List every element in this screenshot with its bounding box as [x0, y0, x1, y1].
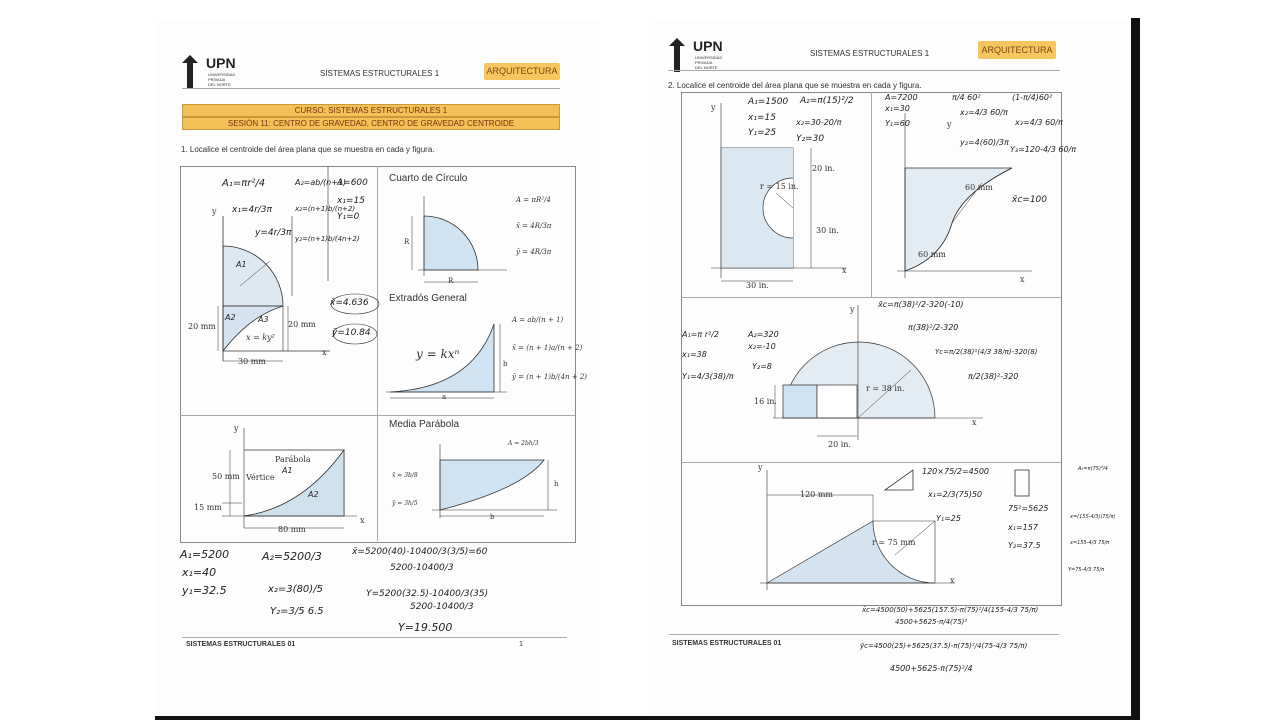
bottom-edge-bar — [155, 716, 1140, 720]
right-grid-h1 — [681, 297, 1061, 298]
fig-f-hw4: 75²=5625 — [1008, 504, 1049, 513]
ref3-f3: ȳ = 3h/5 — [392, 500, 418, 507]
right-problem: 2. Localice el centroide del área plana que se muestra en cada y figura. — [668, 81, 922, 90]
left-work-xbar-num: x̄=5200(40)-10400/3(3/5)=60 — [352, 547, 488, 557]
logo-sub1: UNIVERSIDAD — [208, 72, 236, 77]
left-work-x1: x₁=40 — [182, 566, 217, 579]
fig-f-hw3: Y₁=25 — [936, 514, 961, 523]
left-work-xbar-den: 5200-10400/3 — [390, 563, 454, 573]
right-grid-h2 — [681, 462, 1061, 463]
right-work-xc-den: 4500+5625-π/4(75)² — [895, 618, 968, 626]
logo-sub2: PRIVADA — [695, 60, 713, 65]
fig-e-dim-16: 16 in. — [754, 397, 777, 406]
fig-b-axis-x: x — [360, 516, 365, 525]
ref2-f2: x̄ = (n + 1)a/(n + 2) — [512, 344, 583, 352]
fig-a-axis-y: y — [212, 207, 217, 216]
left-work-y1: y₁=32.5 — [182, 584, 227, 597]
fig-b-a2: A2 — [308, 490, 319, 499]
fig-a-hw-a: A=600 — [337, 178, 368, 188]
figure-f-drawing — [745, 465, 1035, 605]
ref1-dim-r1: R — [404, 238, 410, 246]
fig-e-dim-r: r = 38 in. — [866, 384, 905, 393]
logo-sub1: UNIVERSIDAD — [695, 55, 723, 60]
fig-e-hw2: x₁=38 — [682, 350, 707, 359]
fig-c-hw2: x₁=15 — [748, 113, 776, 123]
fig-c-axis-x: x — [842, 266, 847, 275]
fig-e-dim-20: 20 in. — [828, 440, 851, 449]
fig-f-hw9: x=155-4/3 75/π — [1070, 540, 1110, 546]
right-logo — [667, 38, 727, 74]
fig-a-dim-30: 30 mm — [238, 357, 266, 366]
right-work-xc-num: x̄c=4500(50)+5625(157.5)-π(75)²/4(155-4/3 75/π) — [862, 606, 1039, 614]
fig-d-hw5: x₂=4/3 60/π — [960, 108, 1008, 117]
left-badge: ARQUITECTURA — [484, 63, 560, 80]
ref3-drawing — [382, 434, 572, 534]
fig-f-hw8: x=(155-4/3)(75/π) — [1070, 514, 1116, 520]
fig-e-axis-x: x — [972, 418, 977, 427]
fig-a-hw-y: Y₁=0 — [337, 212, 360, 222]
fig-a-hw-a1: A₁=πr²/4 — [222, 178, 266, 189]
left-work-ybar-den: 5200-10400/3 — [410, 602, 474, 612]
ref3-f1: A = 2bh/3 — [508, 440, 539, 447]
left-work-ybar-res: Y=19.500 — [398, 621, 453, 634]
fig-a-eq: x = ky² — [246, 333, 275, 342]
fig-e-axis-y: y — [850, 305, 855, 314]
fig-f-hw5: x₁=157 — [1008, 523, 1038, 532]
fig-d-hw10: x̄c=100 — [1012, 195, 1047, 205]
ref1-f1: A = πR²/4 — [516, 196, 551, 204]
fig-d-dim-60a: 60 mm — [965, 183, 993, 192]
fig-d-axis-x: x — [1020, 275, 1025, 284]
fig-e-hw4: A₂=320 — [748, 330, 779, 339]
left-work-y2: Y₂=3/5 6.5 — [270, 606, 324, 617]
right-work-yc-num: ȳc=4500(25)+5625(37.5)-π(75)²/4(75-4/3 75/π) — [860, 642, 1028, 650]
left-work-a2: A₂=5200/3 — [262, 550, 322, 563]
fig-e-hw10: π/2(38)²-320 — [968, 372, 1019, 381]
fig-d-hw3: Y₁=60 — [885, 119, 910, 128]
fig-a-label-a1: A1 — [236, 260, 247, 269]
right-header-title: SISTEMAS ESTRUCTURALES 1 — [810, 49, 930, 58]
ref2-dim-a: a — [442, 393, 447, 401]
left-logo — [180, 55, 240, 91]
fig-e-hw8: π(38)²/2-320 — [908, 323, 959, 332]
fig-b-dim-80: 80 mm — [278, 525, 306, 534]
left-work-a1: A₁=5200 — [180, 548, 230, 561]
fig-e-hw3: Y₁=4/3(38)/π — [682, 372, 734, 381]
left-header-rule — [182, 88, 560, 89]
fig-a-label-a3: A3 — [258, 315, 269, 324]
left-page-number: 1 — [519, 641, 523, 648]
fig-c-hw4: A₂=π(15)²/2 — [800, 96, 854, 106]
ref2-title: Extradós General — [389, 293, 467, 304]
fig-a-hw-xr: x̄=4.636 — [330, 298, 369, 308]
fig-e-hw9: Yc=π/2(38)²(4/3 38/π)-320(8) — [935, 348, 1038, 356]
fig-f-hw1: 120×75/2=4500 — [922, 467, 989, 476]
fig-c-dim-30: 30 in. — [816, 226, 839, 235]
fig-f-hw2: x₁=2/3(75)50 — [928, 490, 983, 499]
fig-f-axis-y: y — [758, 463, 763, 472]
left-header-title: SISTEMAS ESTRUCTURALES 1 — [320, 69, 440, 78]
fig-d-dim-60b: 60 mm — [918, 250, 946, 259]
ref1-f3: ȳ = 4R/3π — [516, 248, 552, 256]
fig-a-label-a2: A2 — [225, 313, 236, 322]
fig-d-hw1: A=7200 — [885, 93, 918, 102]
ref3-dim-h: h — [554, 480, 559, 488]
ref3-f2: x̄ = 3b/8 — [392, 472, 418, 479]
logo-sub3: DEL NORTE — [695, 65, 718, 70]
fig-a-hw-yr: ȳ=10.84 — [332, 328, 371, 338]
fig-f-hw7: A₃=π(75)²/4 — [1078, 466, 1108, 472]
fig-f-dim-r: r = 75 mm — [872, 538, 916, 547]
fig-e-hw6: Y₂=8 — [752, 362, 772, 371]
ref1-title: Cuarto de Círculo — [389, 173, 468, 184]
fig-b-par: Parábola — [275, 455, 311, 464]
fig-b-a1: A1 — [282, 466, 293, 475]
ref2-eq: y = kxⁿ — [416, 347, 460, 361]
right-edge-bar — [1131, 18, 1140, 720]
fig-f-hw6: Y₂=37.5 — [1008, 541, 1041, 550]
fig-b-dim-15: 15 mm — [194, 503, 222, 512]
right-footer: SISTEMAS ESTRUCTURALES 01 — [672, 640, 782, 647]
fig-c-hw5: x₂=30-20/π — [796, 118, 842, 127]
ref2-f3: ȳ = (n + 1)b/(4n + 2) — [512, 373, 588, 381]
fig-d-hw8: x₃=4/3 60/π — [1015, 118, 1063, 127]
ref3-title: Media Parábola — [389, 419, 460, 430]
fig-d-hw6: y₂=4(60)/3π — [960, 138, 1009, 147]
left-work-ybar-num: Y=5200(32.5)-10400/3(35) — [366, 589, 489, 599]
fig-c-dim-r: r = 15 in. — [760, 182, 799, 191]
fig-a-axis-x: x — [322, 348, 327, 357]
right-badge: ARQUITECTURA — [978, 41, 1056, 59]
fig-e-hw5: x₂=-10 — [748, 342, 776, 351]
fig-c-hw6: Y₂=30 — [796, 134, 825, 144]
fig-d-hw2: x₁=30 — [885, 104, 910, 113]
fig-c-axis-y: y — [711, 103, 716, 112]
fig-d-axis-y: y — [947, 120, 952, 129]
fig-d-hw9: Y₃=120-4/3 60/π — [1010, 145, 1077, 154]
left-problem: 1. Localice el centroide del área plana que se muestra en cada y figura. — [181, 145, 435, 154]
fig-c-dim-20: 20 in. — [812, 164, 835, 173]
ref3-dim-b: b — [490, 513, 495, 521]
fig-c-hw1: A₁=1500 — [748, 97, 789, 107]
fig-b-axis-y: y — [234, 424, 239, 433]
fig-c-dim-30b: 30 in. — [746, 281, 769, 290]
session-banner: SESIÓN 11: CENTRO DE GRAVEDAD, CENTRO DE GRAVEDAD CENTROIDE — [182, 117, 560, 130]
fig-e-hw1: A₁=π r²/2 — [682, 330, 720, 339]
right-work-yc-den: 4500+5625-π(75)²/4 — [890, 664, 973, 673]
ref2-f1: A = ab/(n + 1) — [512, 316, 564, 324]
left-grid-h — [180, 415, 575, 416]
fig-b-vert: Vértice — [246, 473, 275, 482]
fig-f-dim-120: 120 mm — [800, 490, 833, 499]
fig-f-axis-x: x — [950, 576, 955, 585]
logo-sub2: PRIVADA — [208, 77, 226, 82]
ref2-dim-b: b — [503, 360, 508, 368]
left-footer: SISTEMAS ESTRUCTURALES 01 — [186, 641, 296, 648]
fig-a-hw-x: x₁=15 — [337, 196, 365, 206]
fig-a-dim-20l: 20 mm — [188, 322, 216, 331]
fig-f-hw10: Y=75-4/3 75/π — [1068, 567, 1105, 573]
left-footer-rule — [182, 637, 567, 638]
right-footer-rule — [669, 634, 1059, 635]
fig-c-hw3: Y₁=25 — [748, 128, 777, 138]
fig-d-hw7: (1-π/4)60² — [1012, 93, 1053, 102]
fig-a-hw-x2: x₂=(n+1)b/(n+2) — [295, 205, 356, 213]
ref1-dim-r2: R — [448, 277, 454, 285]
fig-e-hw7: x̄c=π(38)²/2-320(-10) — [878, 300, 964, 309]
fig-a-hw-y1: y=4r/3π — [255, 228, 292, 238]
logo-acronym: UPN — [206, 55, 236, 71]
fig-d-hw4: π/4 60² — [952, 93, 981, 102]
right-header-rule — [668, 70, 1060, 71]
fig-a-hw-a2: A₂=ab/(n+1) — [295, 178, 347, 187]
fig-b-dim-50: 50 mm — [212, 472, 240, 481]
ref1-f2: x̄ = 4R/3π — [516, 222, 552, 230]
fig-a-dim-20r: 20 mm — [288, 320, 316, 329]
left-work-x2: x₂=3(80)/5 — [268, 584, 323, 595]
logo-acronym: UPN — [693, 38, 723, 54]
logo-sub3: DEL NORTE — [208, 82, 231, 87]
course-banner: CURSO: SISTEMAS ESTRUCTURALES 1 — [182, 104, 560, 117]
figure-c-drawing — [681, 93, 871, 293]
fig-a-hw-x1: x₁=4r/3π — [232, 205, 273, 215]
fig-a-hw-y2: y₂=(n+1)b/(4n+2) — [295, 235, 360, 243]
